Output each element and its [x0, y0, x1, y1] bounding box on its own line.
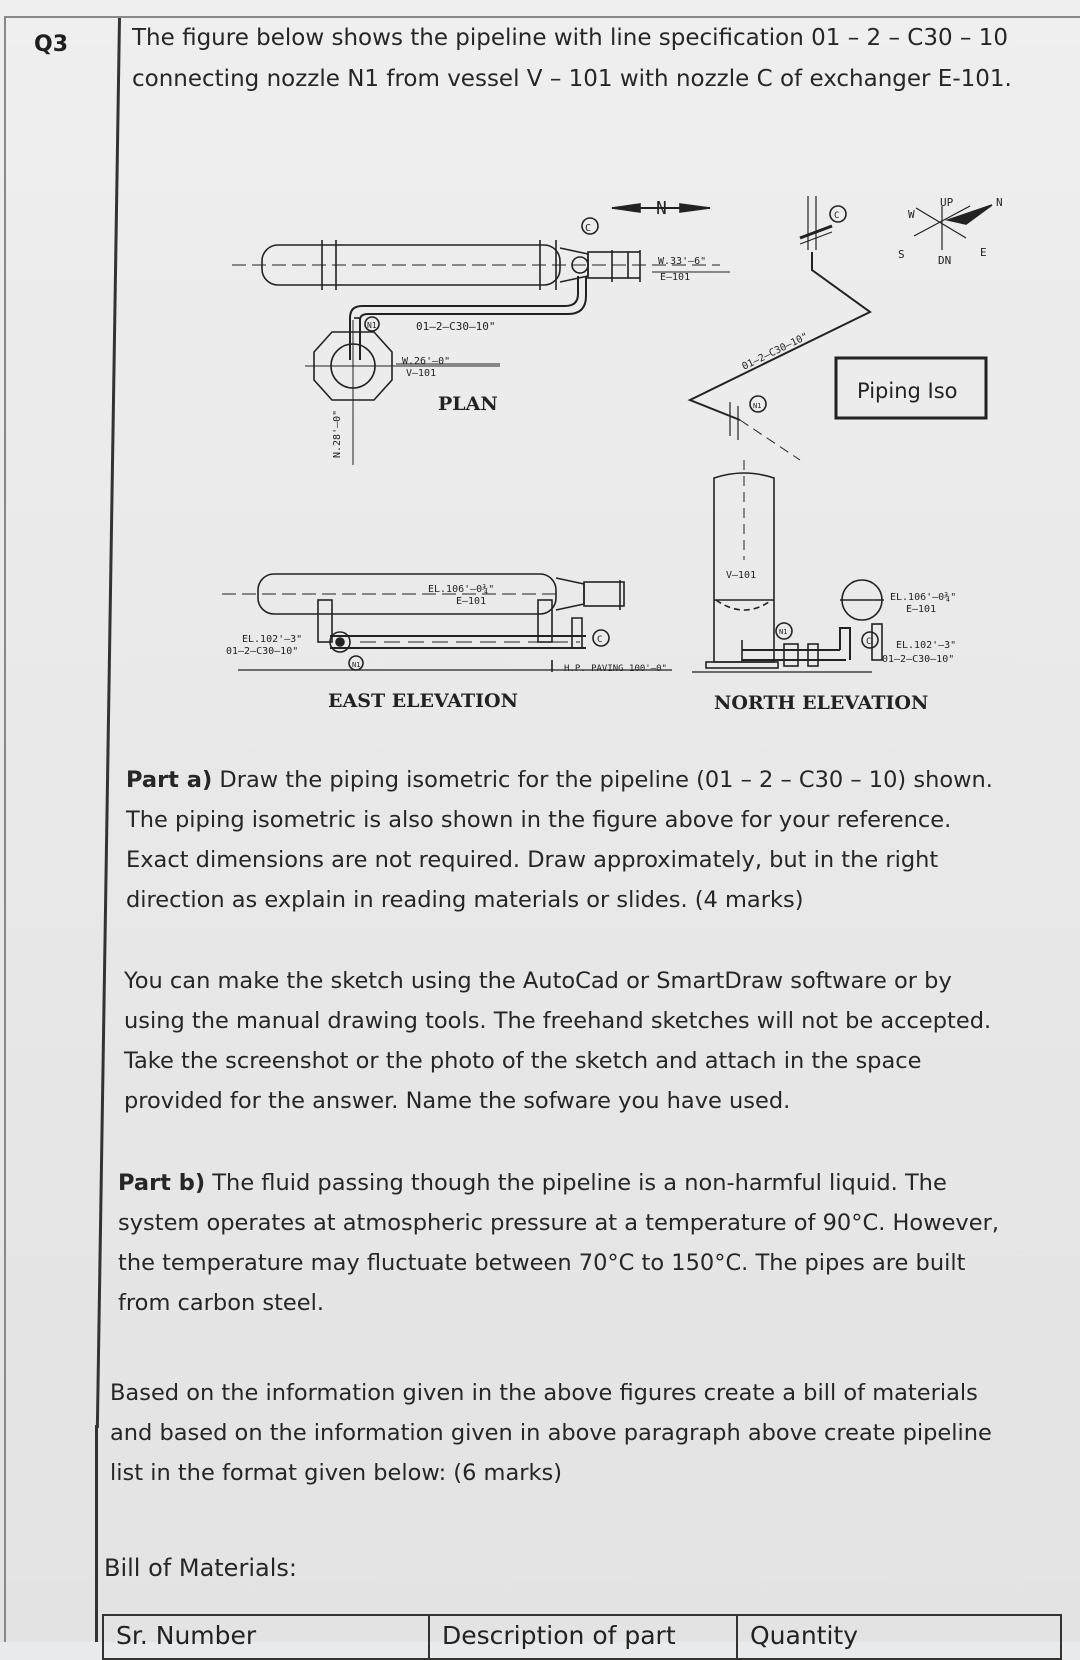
bom-request-text: [110, 1373, 1075, 1493]
bom-request-line-2: and based on the information given in above paragraph above create pipeline: [110, 1420, 992, 1446]
plan-n28-label: N.28'–0": [332, 409, 343, 458]
north-n1-label: N1: [779, 628, 788, 636]
plan-n1-label: N1: [367, 321, 377, 330]
part-a-line-4: direction as explain in reading materials or slides. (4 marks): [126, 887, 804, 913]
part-a-line-3: Exact dimensions are not required. Draw approximately, but in the right: [126, 847, 939, 873]
instructions-line-1: You can make the sketch using the AutoCad or SmartDraw software or by: [124, 968, 952, 994]
north-v101-label: V–101: [726, 570, 757, 581]
instructions-line-2: using the manual drawing tools. The freehand sketches will not be accepted.: [124, 1008, 992, 1034]
part-a-line-1-text: Draw the piping isometric for the pipeline (01 – 2 – C30 – 10) shown.: [212, 767, 993, 793]
question-number: Q3: [34, 32, 69, 57]
east-e101-label: E–101: [456, 596, 487, 607]
east-n1-label: N1: [352, 661, 361, 669]
compass-dn: DN: [938, 254, 952, 267]
bom-table-header: [102, 1614, 1062, 1660]
plan-w33-label: W.33'–6": [658, 256, 707, 267]
bom-col-sr-number: Sr. Number: [102, 1614, 430, 1660]
intro-line-1: The figure below shows the pipeline with line specification 01 – 2 – C30 – 10: [132, 25, 1008, 51]
instructions-line-3: Take the screenshot or the photo of the sketch and attach in the space: [124, 1048, 922, 1074]
iso-c-label: C: [834, 211, 840, 221]
plan-line-spec: 01–2–C30–10": [416, 320, 496, 333]
plan-v101-label: V–101: [406, 368, 437, 379]
part-a-line-1: [126, 760, 1056, 800]
instructions-text: [124, 961, 1064, 1121]
part-b-text: [118, 1163, 1068, 1323]
bom-title: Bill of Materials:: [104, 1554, 297, 1582]
east-el106-label: EL.106'–0¾": [428, 584, 495, 595]
north-spec-label: 01–2–C30–10": [882, 654, 955, 665]
compass-up: UP: [940, 196, 954, 209]
iso-line-spec: 01–2–C30–10": [740, 331, 811, 373]
bom-request-line-1: Based on the information given in the above figures create a bill of materials: [110, 1380, 978, 1406]
plan-exchanger: [232, 240, 720, 290]
part-b-heading: Part b): [118, 1170, 206, 1196]
part-b-line-1-text: The fluid passing though the pipeline is a non-harmful liquid. The: [205, 1170, 947, 1196]
bom-col-description: Description of part: [428, 1614, 738, 1660]
compass-e: E: [980, 246, 987, 259]
part-a-line-2: The piping isometric is also shown in the figure above for your reference.: [126, 807, 952, 833]
compass-w: W: [908, 208, 915, 221]
part-b-line-1: [118, 1163, 1068, 1203]
plan-title: PLAN: [438, 393, 498, 415]
north-e101-label: E–101: [906, 604, 937, 615]
iso-n1-label: N1: [753, 402, 762, 410]
east-c-label: C: [597, 635, 603, 645]
east-spec-label: 01–2–C30–10": [226, 646, 299, 657]
east-elevation-title: EAST ELEVATION: [328, 690, 518, 712]
north-arrow-label: N: [656, 198, 667, 219]
plan-c-label: C: [585, 223, 592, 234]
part-b-line-2: system operates at atmospheric pressure at a temperature of 90°C. However,: [118, 1210, 999, 1236]
intro-line-2: connecting nozzle N1 from vessel V – 101 with nozzle C of exchanger E-101.: [132, 66, 1012, 92]
part-b-line-3: the temperature may fluctuate between 70°C to 150°C. The pipes are built: [118, 1250, 966, 1276]
isometric-sketch: [690, 196, 870, 460]
compass-rose: [914, 205, 992, 250]
piping-iso-label: Piping Iso: [857, 379, 958, 403]
plan-w26-label: W.26'–0": [402, 356, 451, 367]
part-a-heading: Part a): [126, 767, 213, 793]
compass-n: N: [996, 196, 1003, 209]
bom-col-quantity: Quantity: [736, 1614, 1062, 1660]
plan-pipe-route: [350, 276, 586, 360]
paving-label: H.P. PAVING 100'–0": [564, 664, 667, 674]
piping-drawing-figure: [0, 0, 1080, 720]
north-elevation-title: NORTH ELEVATION: [714, 692, 929, 714]
north-el102-label: EL.102'–3": [896, 640, 957, 651]
north-c-label: C: [866, 637, 872, 647]
question-column-divider-lower: [95, 1425, 98, 1642]
part-b-line-4: from carbon steel.: [118, 1290, 325, 1316]
north-elevation-drawing: [692, 460, 884, 672]
compass-s: S: [898, 248, 905, 261]
bom-request-line-3: list in the format given below: (6 marks): [110, 1460, 563, 1486]
north-el106-label: EL.106'–0¾": [890, 592, 957, 603]
part-a-text: [126, 760, 1056, 920]
plan-e101-label: E–101: [660, 272, 691, 283]
instructions-line-4: provided for the answer. Name the sofware you have used.: [124, 1088, 791, 1114]
east-el102-label: EL.102'–3": [242, 634, 303, 645]
